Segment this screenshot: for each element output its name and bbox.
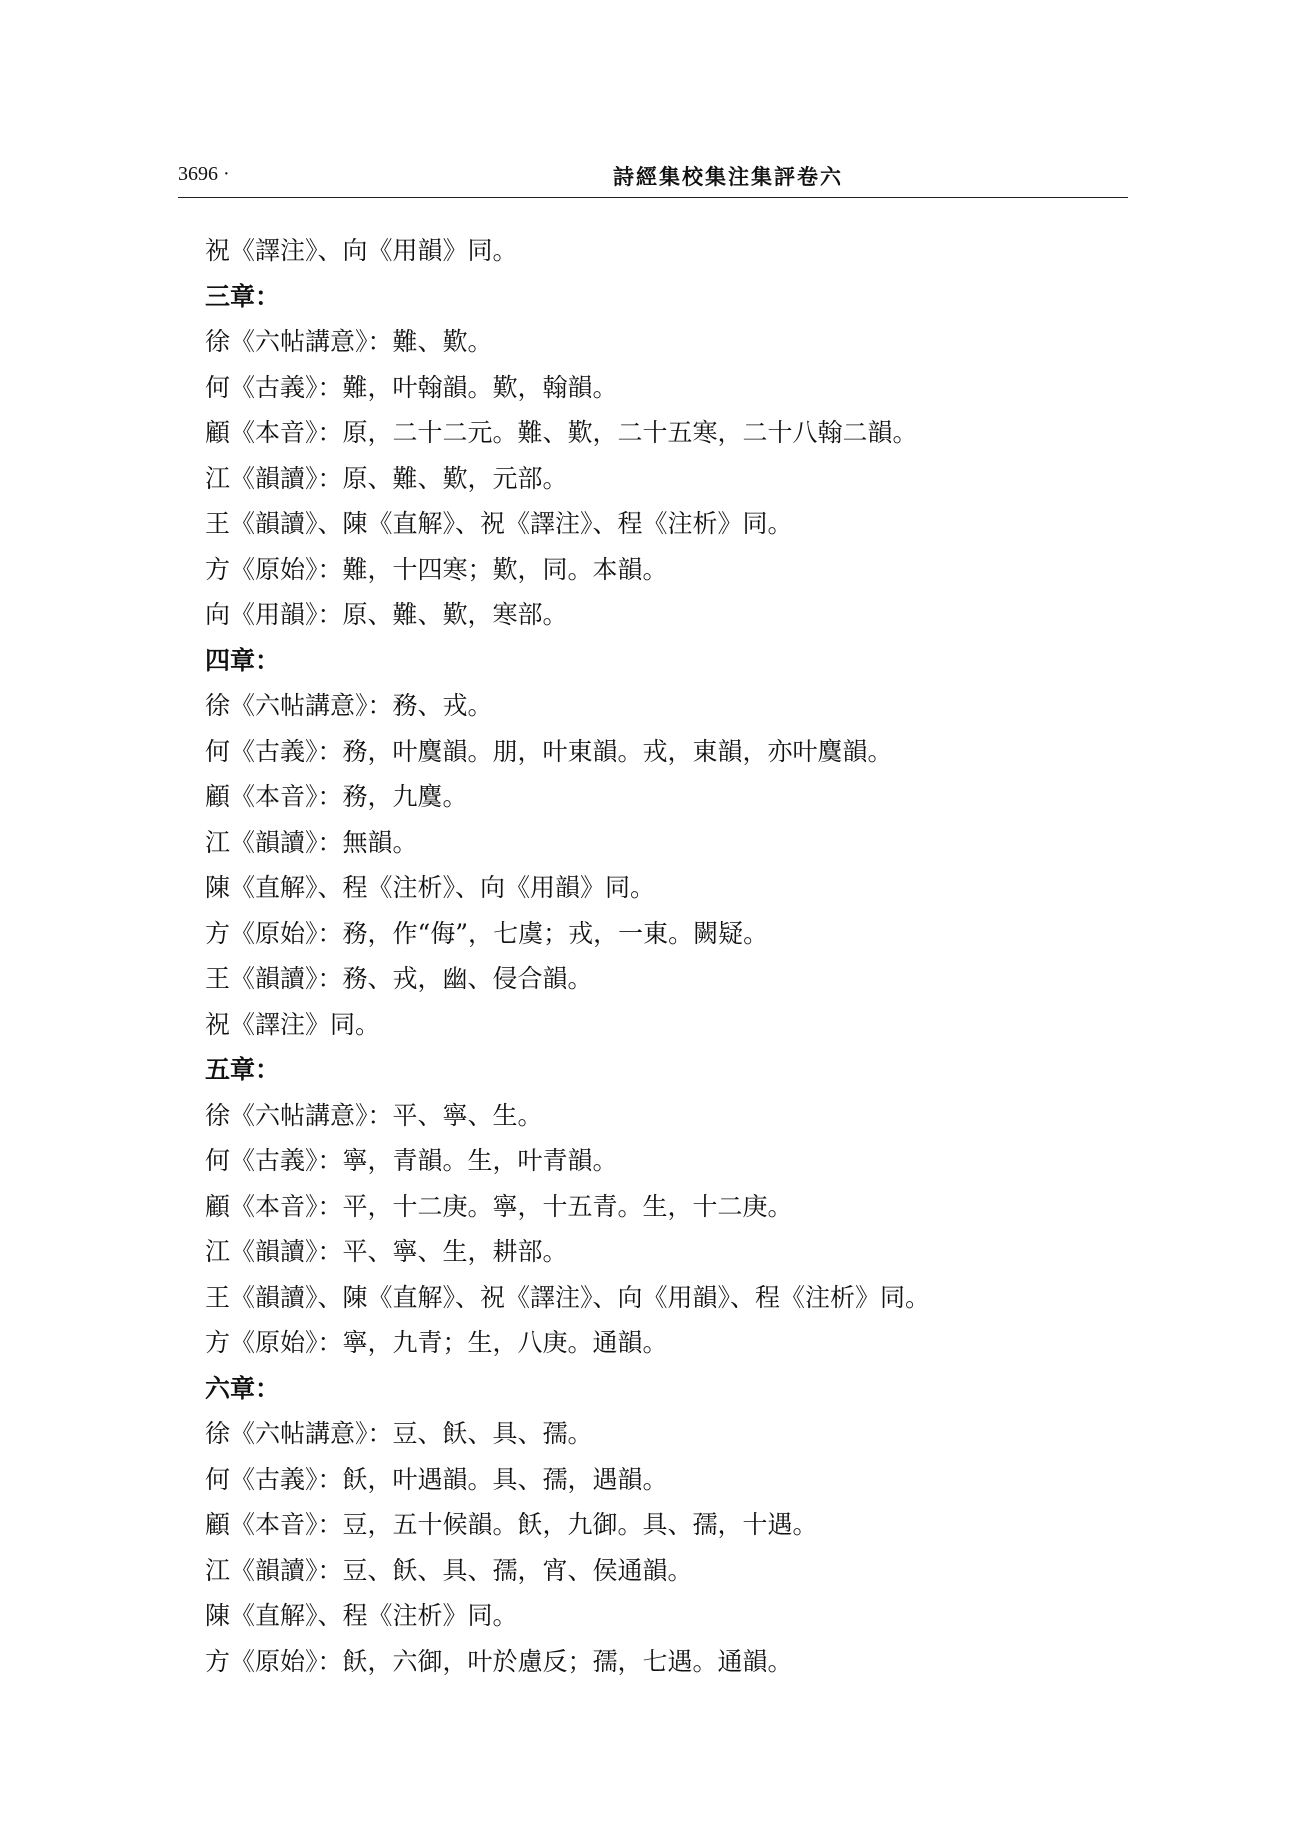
- text-line: 顧《本音》：豆，五十候韻。飫，九御。具、孺，十遇。: [205, 1510, 818, 1539]
- text-line: 方《原始》：飫，六御，叶於慮反；孺，七遇。通韻。: [205, 1646, 793, 1676]
- text-line: 陳《直解》、程《注析》同。: [205, 1601, 518, 1630]
- text-line: 王《韻讀》：務、戎，幽、侵合韻。: [205, 964, 593, 993]
- chapter-heading: 三章：: [205, 281, 281, 311]
- chapter-heading: 五章：: [205, 1055, 281, 1084]
- text-line: 何《古義》：寧，青韻。生，叶青韻。: [205, 1146, 618, 1175]
- body-text: [205, 228, 1105, 1684]
- text-line: 方《原始》：務，作“侮”，七虞；戎，一東。闕疑。: [205, 918, 769, 948]
- text-line: 何《古義》：難，叶翰韻。歎，翰韻。: [205, 372, 618, 402]
- text-line: 徐《六帖講意》：務、戎。: [205, 691, 493, 720]
- text-line: 徐《六帖講意》：豆、飫、具、孺。: [205, 1419, 593, 1448]
- page-number: 3696 ·: [178, 163, 230, 185]
- text-line: 何《古義》：務，叶麌韻。朋，叶東韻。戎，東韻，亦叶麌韻。: [205, 736, 893, 766]
- text-line: 陳《直解》、程《注析》、向《用韻》同。: [205, 873, 656, 902]
- text-line: 王《韻讀》、陳《直解》、祝《譯注》、向《用韻》、程《注析》同。: [205, 1282, 931, 1312]
- text-line: 顧《本音》：原，二十二元。難、歎，二十五寒，二十八翰二韻。: [205, 418, 918, 447]
- text-line: 徐《六帖講意》：難、歎。: [205, 327, 493, 356]
- header-rule: [178, 197, 1128, 198]
- page-header: [178, 163, 1128, 199]
- text-line: 祝《譯注》同。: [205, 1009, 381, 1039]
- text-line: 王《韻讀》、陳《直解》、祝《譯注》、程《注析》同。: [205, 509, 793, 538]
- chapter-heading: 四章：: [205, 645, 281, 675]
- text-line: 向《用韻》：原、難、歎，寒部。: [205, 600, 568, 629]
- text-line: 方《原始》：難，十四寒；歎，同。本韻。: [205, 554, 668, 584]
- text-line: 方《原始》：寧，九青；生，八庚。通韻。: [205, 1328, 668, 1357]
- text-line: 祝《譯注》、向《用韻》同。: [205, 236, 518, 265]
- text-line: 江《韻讀》：平、寧、生，耕部。: [205, 1237, 568, 1266]
- running-title: 詩經集校集注集評卷六: [613, 164, 843, 189]
- chapter-heading: 六章：: [205, 1373, 281, 1403]
- text-line: 顧《本音》：平，十二庚。寧，十五青。生，十二庚。: [205, 1191, 793, 1221]
- text-line: 江《韻讀》：豆、飫、具、孺，宵、侯通韻。: [205, 1555, 693, 1585]
- text-line: 江《韻讀》：無韻。: [205, 827, 418, 857]
- text-line: 何《古義》：飫，叶遇韻。具、孺，遇韻。: [205, 1464, 668, 1494]
- text-line: 顧《本音》：務，九麌。: [205, 782, 468, 811]
- text-line: 徐《六帖講意》：平、寧、生。: [205, 1100, 543, 1130]
- text-line: 江《韻讀》：原、難、歎，元部。: [205, 463, 568, 493]
